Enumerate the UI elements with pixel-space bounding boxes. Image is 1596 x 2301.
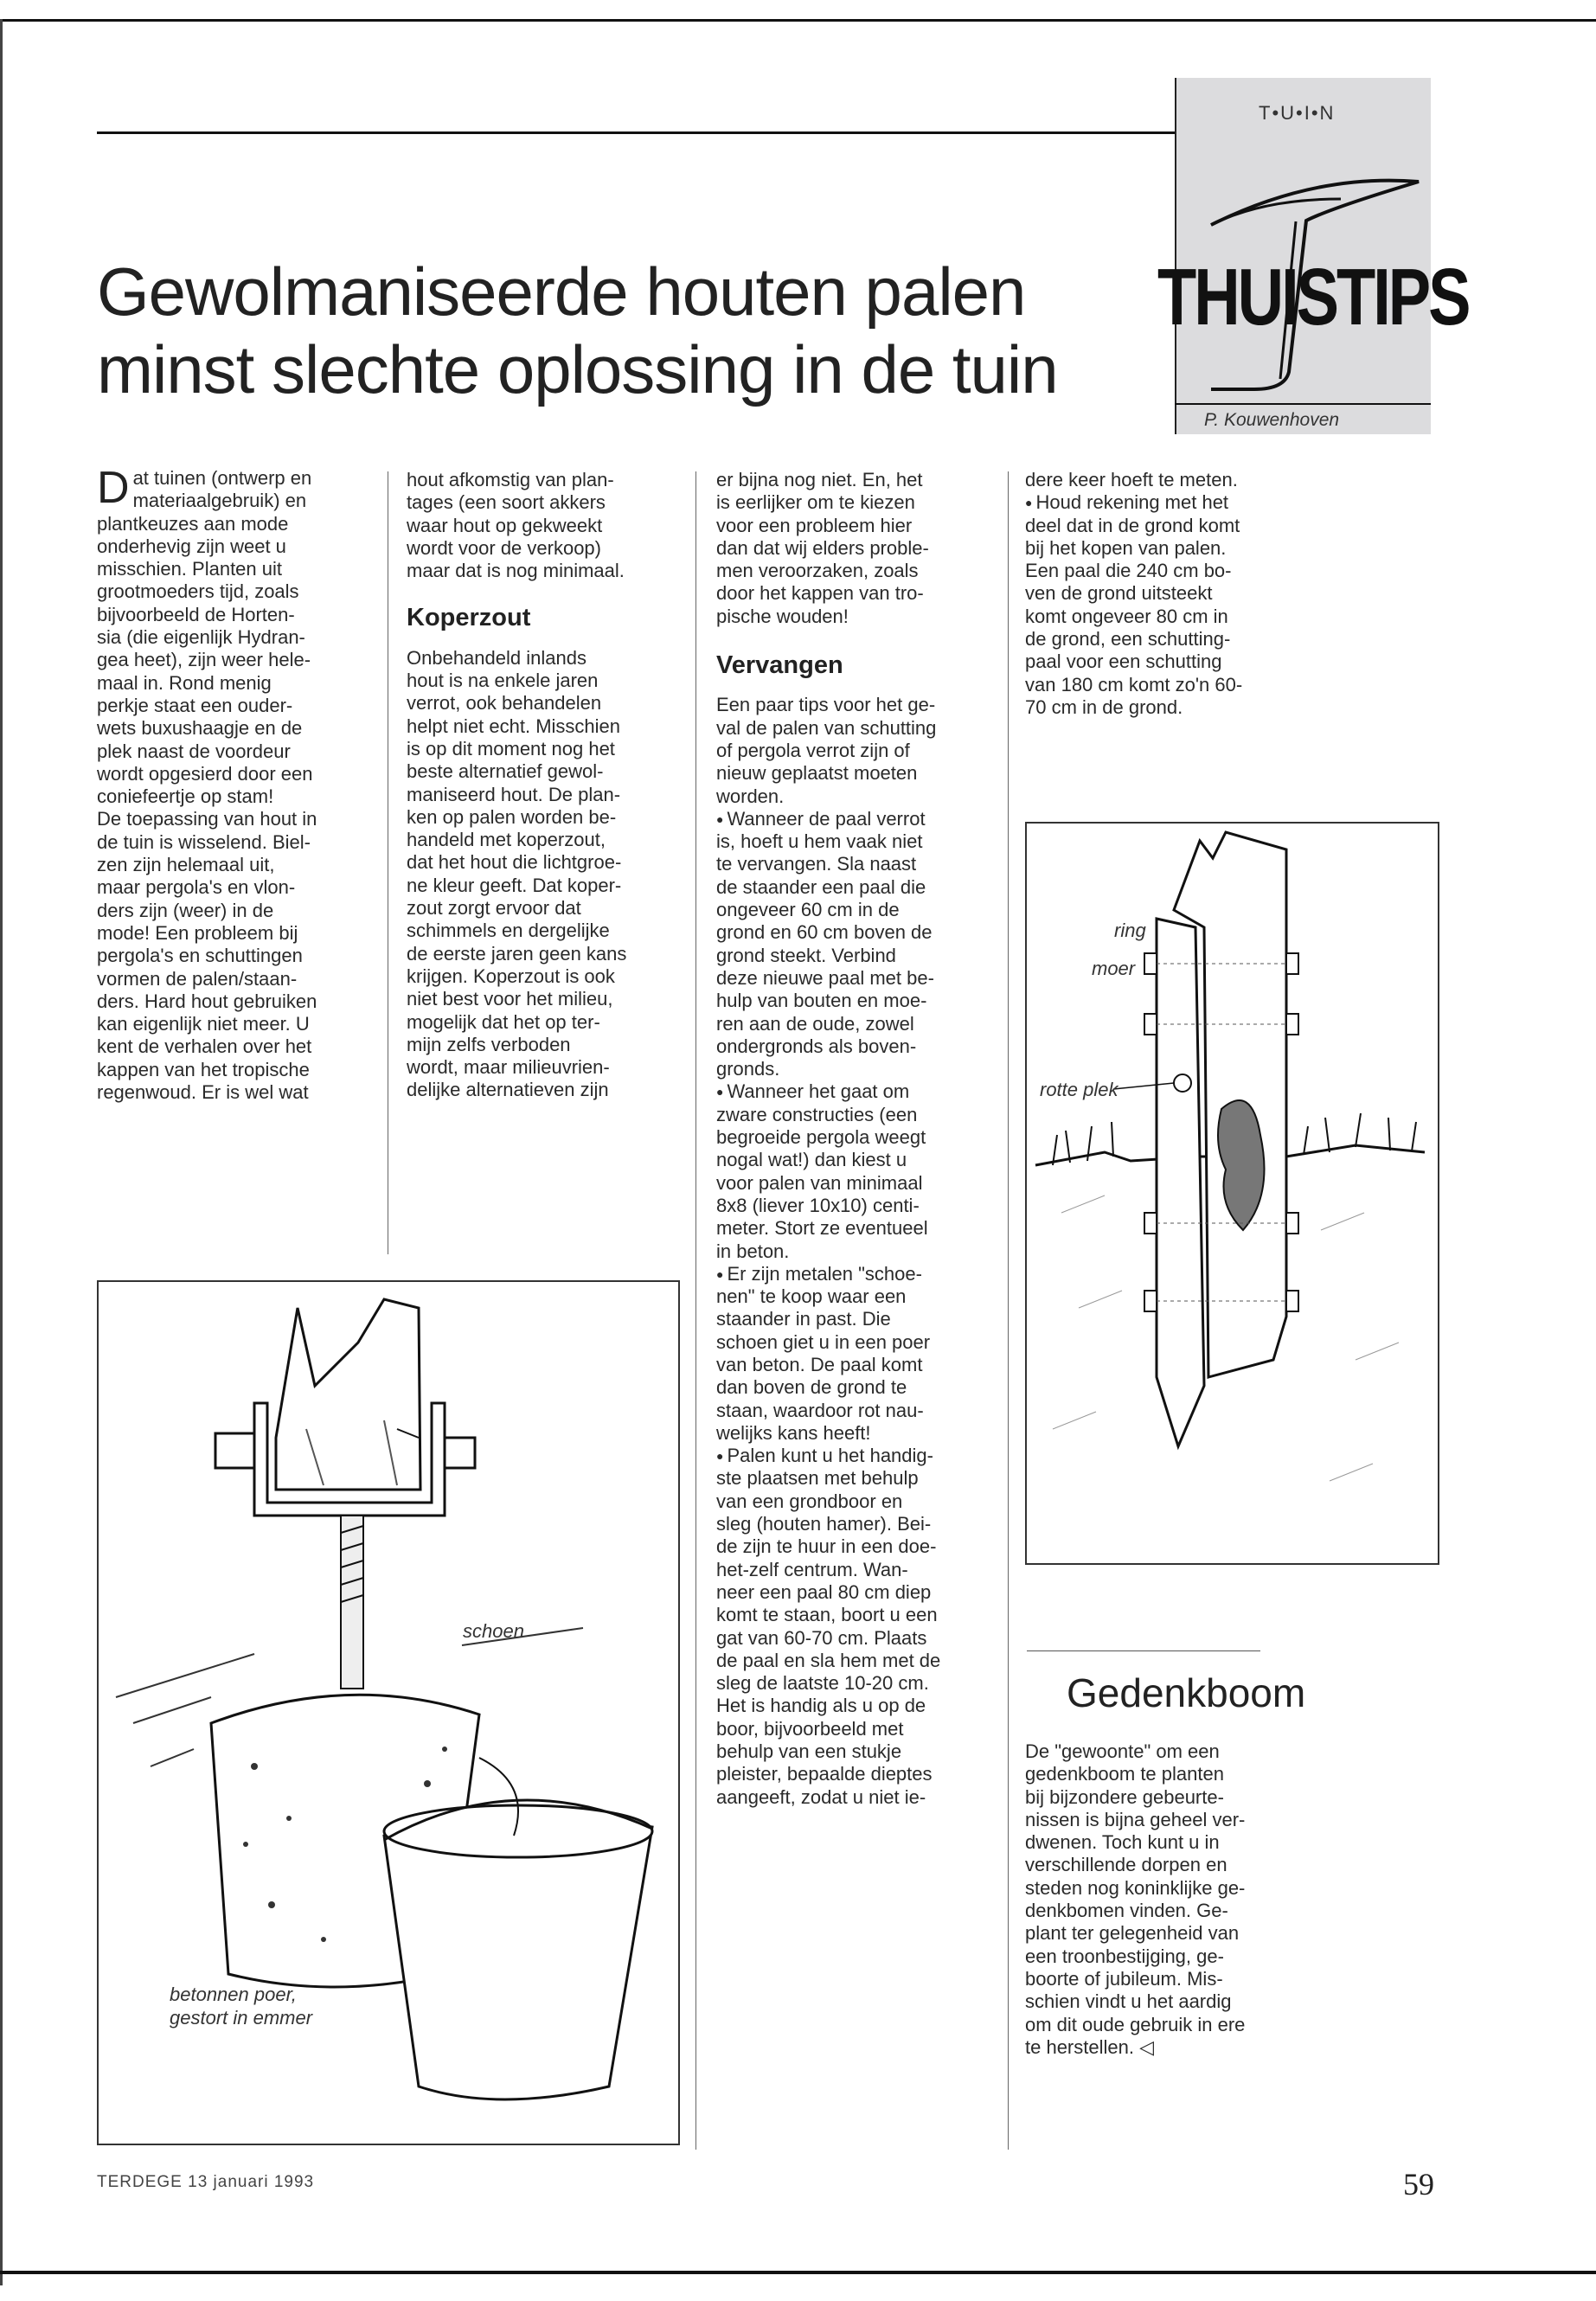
text-line: om dit oude gebruik in ere [1025, 2013, 1246, 2035]
footer-issue: TERDEGE 13 januari 1993 [97, 2173, 315, 2191]
text-line: worden. [716, 785, 785, 807]
text-line: dat het hout die lichtgroe- [407, 851, 622, 874]
title-line-1: Gewolmaniseerde houten palen [97, 253, 1026, 330]
text-line: sleg de laatste 10-20 cm. [716, 1672, 929, 1695]
text-line: boorte of jubileum. Mis- [1025, 1967, 1223, 1990]
text-line: wordt, maar milieuvrien- [407, 1056, 610, 1079]
text-line: paal voor een schutting [1025, 651, 1222, 673]
text-line: Het is handig als u op de [716, 1695, 926, 1717]
text-line: gedenkboom te planten [1025, 1763, 1224, 1785]
text-line: val de palen van schutting [716, 716, 937, 739]
text-line: grond steekt. Verbind [716, 944, 896, 966]
text-line: kent de verhalen over het [97, 1035, 312, 1058]
text-line: De toepassing van hout in [97, 808, 317, 830]
text-line: sleg (houten hamer). Bei- [716, 1513, 932, 1535]
text-line: grond en 60 cm boven de [716, 921, 933, 944]
column-3-top-text [716, 469, 997, 628]
text-line: boor, bijvoorbeeld met [716, 1717, 904, 1740]
text-line: handeld met koperzout, [407, 829, 606, 851]
text-line: in beton. [716, 1240, 790, 1262]
text-line: ste plaatsen met behulp [716, 1467, 919, 1490]
text-line: komt te staan, boort u een [716, 1604, 938, 1626]
title-line-2: minst slechte oplossing in de tuin [97, 331, 1058, 407]
text-line: schoen giet u in een poer [716, 1330, 931, 1353]
text-line: tages (een soort akkers [407, 491, 606, 514]
text-line: maar dat is nog minimaal. [407, 560, 625, 582]
text-line: ven de grond uitsteekt [1025, 582, 1213, 605]
column-1 [97, 463, 378, 1104]
text-line: meter. Stort ze eventueel [716, 1217, 928, 1240]
heading-gedenkboom: Gedenkboom [1067, 1670, 1306, 1715]
page-number: 59 [1403, 2167, 1434, 2202]
text-line: kan eigenlijk niet meer. U [97, 1013, 310, 1035]
gedenkboom-rule [1027, 1650, 1260, 1651]
text-line: de tuin is wisselend. Biel- [97, 830, 311, 853]
text-line: ongeveer 60 cm in de [716, 899, 900, 921]
label-schoen: schoen [463, 1620, 524, 1642]
text-line: grootmoeders tijd, zoals [97, 580, 299, 603]
text-line: welijks kans heeft! [716, 1421, 871, 1444]
text-line: neer een paal 80 cm diep [716, 1580, 932, 1603]
text-line: staan, waardoor rot nau- [716, 1399, 924, 1421]
text-line: te herstellen. ◁ [1025, 2035, 1154, 2058]
text-line: materiaalgebruik) en [132, 490, 307, 512]
text-line: Onbehandeld inlands [407, 646, 586, 669]
label-rotte-plek: rotte plek [1040, 1079, 1118, 1100]
text-line: gronds. [716, 1058, 780, 1080]
text-line: is, hoeft u hem vaak niet [716, 830, 923, 853]
text-line: aangeeft, zodat u niet ie- [716, 1785, 926, 1808]
text-line: at tuinen (ontwerp en [132, 467, 312, 489]
text-line: de staander een paal die [716, 875, 926, 898]
logo-top-label: T•U•I•N [1259, 102, 1336, 124]
text-line: pische wouden! [716, 605, 849, 627]
text-line: ren aan de oude, zowel [716, 1012, 914, 1035]
column-4 [1025, 469, 1311, 719]
text-line: beste alternatief gewol- [407, 760, 604, 783]
author-name: P. Kouwenhoven [1204, 410, 1340, 430]
text-line: bij het kopen van palen. [1025, 536, 1227, 559]
text-line: te vervangen. Sla naast [716, 853, 917, 875]
column-4-text [1025, 469, 1311, 719]
text-line: De "gewoonte" om een [1025, 1740, 1220, 1762]
text-line: staander in past. Die [716, 1308, 891, 1330]
logo-author-rule [1175, 403, 1431, 405]
text-line: de grond, een schutting- [1025, 628, 1231, 651]
left-edge-line [0, 19, 3, 2285]
column-1-text [97, 463, 378, 1104]
text-line: voor een probleem hier [716, 514, 913, 536]
text-line: mogelijk dat het op ter- [407, 1010, 600, 1033]
text-line: denkbomen vinden. Ge- [1025, 1900, 1228, 1922]
text-line: schien vindt u het aardig [1025, 1990, 1232, 2013]
text-line: bijvoorbeeld de Horten- [97, 603, 295, 625]
text-line: nieuw geplaatst moeten [716, 762, 918, 785]
text-line: er bijna nog niet. En, het [716, 469, 923, 490]
text-line: of pergola verrot zijn of [716, 739, 910, 761]
text-line: regenwoud. Er is wel wat [97, 1081, 309, 1104]
text-line: door het kappen van tro- [716, 582, 924, 605]
text-line: plant ter gelegenheid van [1025, 1922, 1240, 1945]
text-line: behulp van een stukje [716, 1740, 902, 1763]
page-title [97, 253, 1161, 408]
text-line: hout is na enkele jaren [407, 670, 599, 692]
gedenkboom-text [1025, 1740, 1311, 2059]
text-line: ders. Hard hout gebruiken [97, 990, 317, 1012]
text-line: nen" te koop waar een [716, 1285, 907, 1308]
column-divider-2 [695, 471, 696, 2150]
text-line: men veroorzaken, zoals [716, 560, 919, 582]
bottom-border-line [0, 2271, 1596, 2274]
text-line: deel dat in de grond komt [1025, 514, 1240, 536]
text-line: wordt voor de verkoop) [407, 536, 601, 559]
logo-name: THUISTIPS [1157, 252, 1469, 342]
label-ring: ring [1114, 920, 1146, 941]
text-line: ● Wanneer de paal verrot [716, 808, 997, 830]
heading-vervangen: Vervangen [716, 651, 843, 680]
text-line: zware constructies (een [716, 1103, 918, 1125]
heading-koperzout: Koperzout [407, 604, 531, 632]
text-line: sia (die eigenlijk Hydran- [97, 626, 305, 649]
text-line: ● Er zijn metalen "schoe- [716, 1263, 997, 1285]
text-line: coniefeertje op stam! [97, 785, 274, 808]
text-line: ne kleur geeft. Dat koper- [407, 874, 622, 896]
text-line: ● Houd rekening met het [1025, 491, 1311, 514]
caption-poer-line-2: gestort in emmer [170, 2007, 313, 2029]
text-line: voor palen van minimaal [716, 1171, 923, 1194]
text-line: dan dat wij elders proble- [716, 536, 929, 559]
text-line: maniseerd hout. De plan- [407, 783, 621, 805]
text-line: 70 cm in de grond. [1025, 695, 1183, 718]
text-line: maal in. Rond menig [97, 671, 272, 694]
column-2 [407, 469, 683, 1102]
text-line: pleister, bepaalde dieptes [716, 1763, 933, 1785]
text-line: is op dit moment nog het [407, 737, 615, 760]
text-line: dwenen. Toch kunt u in [1025, 1831, 1220, 1854]
text-line: dan boven de grond te [716, 1376, 907, 1399]
text-line: wets buxushaagje en de [97, 717, 303, 740]
text-line: ● Wanneer het gaat om [716, 1080, 997, 1103]
text-line: mijn zelfs verboden [407, 1033, 571, 1055]
drop-cap: D [97, 463, 130, 513]
text-line: hulp van bouten en moe- [716, 990, 927, 1012]
caption-poer-line-1: betonnen poer, [170, 1984, 297, 2005]
text-line: helpt niet echt. Misschien [407, 715, 621, 737]
text-line: de zijn te huur in een doe- [716, 1535, 937, 1558]
column-3 [716, 469, 997, 1809]
text-line: verschillende dorpen en [1025, 1854, 1227, 1876]
text-line: misschien. Planten uit [97, 558, 282, 580]
text-line: schimmels en dergelijke [407, 920, 610, 942]
text-line: hout afkomstig van plan- [407, 469, 614, 490]
label-moer: moer [1092, 958, 1136, 979]
text-line: delijke alternatieven zijn [407, 1079, 609, 1101]
column-3-text [716, 694, 997, 1809]
text-line: onderhevig zijn weet u [97, 535, 286, 557]
column-2-text [407, 647, 683, 1102]
text-line: verrot, ook behandelen [407, 692, 602, 715]
top-border-line [0, 19, 1596, 22]
column-divider-3 [1008, 471, 1009, 2150]
text-line: een troonbestijging, ge- [1025, 1945, 1224, 1967]
text-line: mode! Een probleem bij [97, 921, 298, 944]
text-line: krijgen. Koperzout is ook [407, 965, 615, 987]
text-line: de eerste jaren geen kans [407, 942, 627, 965]
text-line: Een paal die 240 cm bo- [1025, 560, 1232, 582]
text-line: maar pergola's en vlon- [97, 876, 296, 899]
text-line: het-zelf centrum. Wan- [716, 1558, 908, 1580]
text-line: waar hout op gekweekt [407, 514, 603, 536]
text-line: nissen is bijna geheel ver- [1025, 1808, 1246, 1830]
text-line: plantkeuzes aan mode [97, 512, 289, 535]
text-line: gat van 60-70 cm. Plaats [716, 1626, 927, 1649]
text-line: pergola's en schuttingen [97, 945, 303, 967]
text-line: bij bijzondere gebeurte- [1025, 1785, 1224, 1808]
gedenkboom-lines [1025, 1740, 1311, 2059]
text-line: begroeide pergola weegt [716, 1126, 926, 1149]
text-line: 8x8 (liever 10x10) centi- [716, 1194, 920, 1216]
caption-poer [170, 1983, 312, 2029]
text-line: zout zorgt ervoor dat [407, 897, 581, 920]
text-line: is eerlijker om te kiezen [716, 491, 915, 514]
text-line: dere keer hoeft te meten. [1025, 469, 1238, 490]
text-line: van 180 cm komt zo'n 60- [1025, 673, 1243, 695]
text-line: ● Palen kunt u het handig- [716, 1445, 997, 1467]
text-line: nogal wat!) dan kiest u [716, 1149, 907, 1171]
text-line: zen zijn helemaal uit, [97, 854, 275, 876]
text-line: komt ongeveer 80 cm in [1025, 605, 1228, 627]
text-line: de paal en sla hem met de [716, 1649, 941, 1671]
text-line: gea heet), zijn weer hele- [97, 649, 311, 671]
text-line: van een grondboor en [716, 1490, 903, 1512]
text-line: perkje staat een ouder- [97, 694, 293, 716]
text-line: deze nieuwe paal met be- [716, 966, 934, 989]
post-repair-illustration [1027, 824, 1436, 1560]
text-line: steden nog koninklijke ge- [1025, 1876, 1246, 1899]
column-2-top-text [407, 469, 683, 582]
text-line: wordt opgesierd door een [97, 762, 313, 785]
text-line: vormen de palen/staan- [97, 967, 298, 990]
text-line: ken op palen worden be- [407, 805, 617, 828]
text-line: ders zijn (weer) in de [97, 899, 274, 921]
text-line: Een paar tips voor het ge- [716, 694, 936, 716]
text-line: van beton. De paal komt [716, 1353, 923, 1375]
text-line: ondergronds als boven- [716, 1035, 917, 1057]
text-line: plek naast de voordeur [97, 740, 291, 762]
text-line: kappen van het tropische [97, 1058, 310, 1080]
text-line: niet best voor het milieu, [407, 988, 613, 1010]
